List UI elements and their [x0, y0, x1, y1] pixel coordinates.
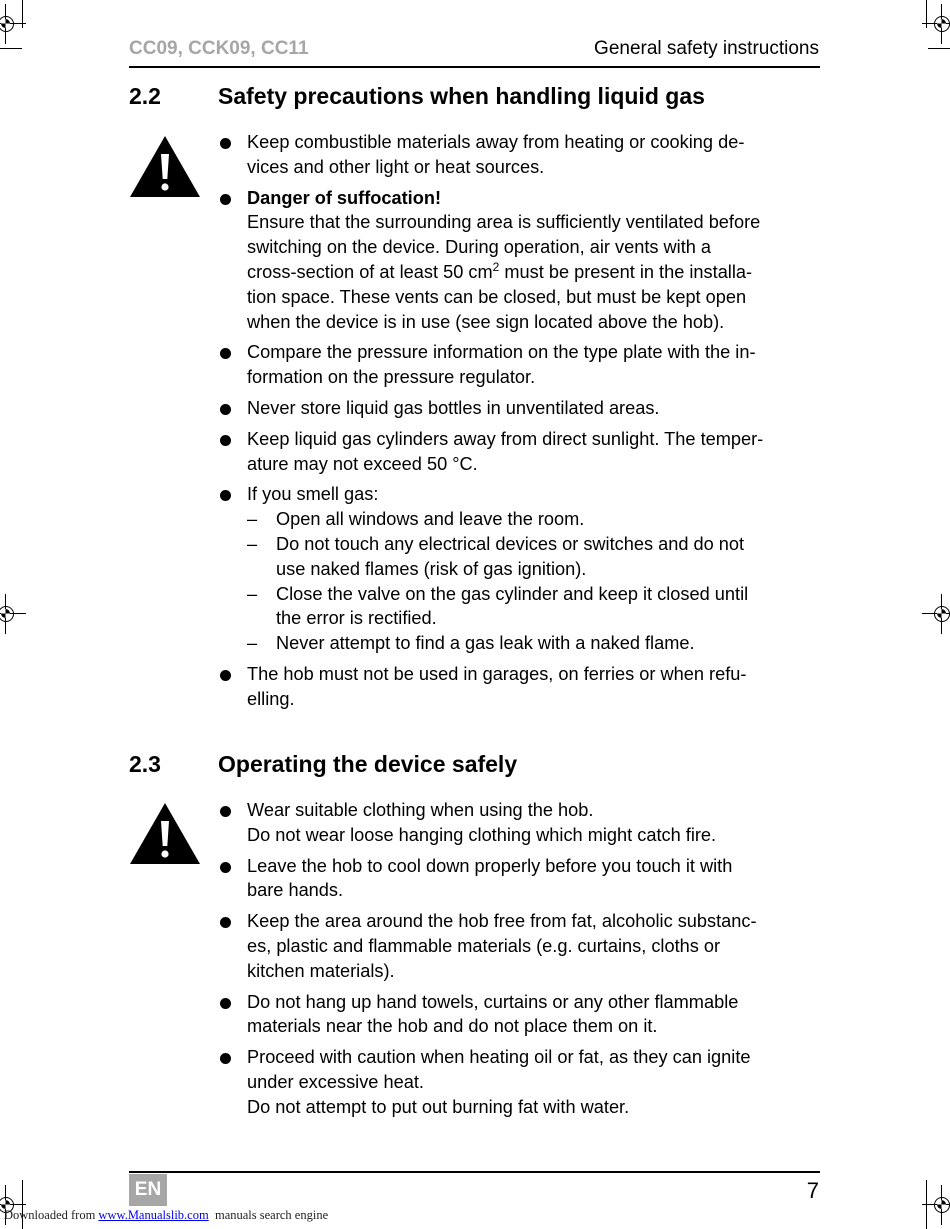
list-item-text: kitchen materials). — [247, 960, 395, 981]
text-fragment: cross-section of at least 50 cm — [247, 261, 493, 282]
sub-list-text: the error is rectified. — [276, 608, 437, 629]
list-item-text: Ensure that the surrounding area is sufficiently ventilated before — [247, 212, 761, 233]
footer-rule — [129, 1171, 820, 1173]
section-number: 2.2 — [129, 83, 161, 109]
bullet — [220, 670, 231, 681]
list-item — [218, 130, 823, 180]
registration-mark-middle-right — [930, 602, 950, 626]
list-item-text — [247, 260, 823, 285]
dash-marker: – — [247, 583, 258, 604]
superscript: 2 — [492, 259, 500, 274]
manualslib-link[interactable]: www.Manualslib.com — [98, 1208, 209, 1222]
language-badge: EN — [129, 1174, 167, 1206]
dash-marker: – — [247, 533, 258, 554]
trim-mark — [0, 48, 22, 49]
dash-marker: – — [247, 509, 258, 530]
list-item-text: tion space. These vents can be closed, but must be kept open — [247, 286, 747, 307]
download-prefix: Downloaded from — [4, 1208, 99, 1222]
list-item-text: The hob must not be used in garages, on ferries or when refu- — [247, 663, 747, 684]
registration-mark-middle-left — [0, 602, 18, 626]
bullet — [220, 862, 231, 873]
sub-list-item — [247, 532, 823, 582]
bullet — [220, 194, 231, 205]
sub-list-item — [247, 507, 823, 532]
registration-mark-top-left — [0, 12, 18, 36]
bullet — [220, 435, 231, 446]
list-item — [218, 662, 823, 712]
section-title: Safety precautions when handling liquid gas — [218, 83, 705, 109]
safety-list-liquid-gas — [218, 130, 823, 718]
warning-triangle-icon — [129, 134, 201, 198]
trim-mark — [926, 0, 927, 28]
list-item-text: elling. — [247, 688, 295, 709]
bullet — [220, 138, 231, 149]
list-item-text: materials near the hob and do not place them on it. — [247, 1016, 658, 1037]
list-item — [218, 798, 823, 848]
registration-mark-bottom-right — [930, 1193, 950, 1217]
sub-list-item — [247, 582, 823, 632]
list-item-text: Leave the hob to cool down properly before you touch it with — [247, 855, 733, 876]
list-item — [218, 427, 823, 477]
list-item — [218, 340, 823, 390]
sub-list-item — [247, 631, 823, 656]
list-item-text: under excessive heat. — [247, 1071, 424, 1092]
list-item-text: Do not wear loose hanging clothing which might catch fire. — [247, 824, 717, 845]
list-item — [218, 1045, 823, 1119]
sub-list-text: Close the valve on the gas cylinder and keep it closed until — [276, 583, 749, 604]
list-item-text: bare hands. — [247, 880, 344, 901]
list-item-text: vices and other light or heat sources. — [247, 156, 545, 177]
page-number: 7 — [806, 1178, 819, 1203]
sub-list-text: Open all windows and leave the room. — [276, 509, 585, 530]
download-suffix: manuals search engine — [208, 1208, 329, 1222]
bullet — [220, 998, 231, 1009]
list-item-text: Wear suitable clothing when using the hob. — [247, 800, 594, 820]
text-fragment: must be present in the installa- — [499, 261, 753, 282]
warning-triangle-icon — [129, 801, 201, 865]
dash-marker: – — [247, 633, 258, 654]
header-chapter-title: General safety instructions — [594, 38, 819, 59]
list-item-text: formation on the pressure regulator. — [247, 367, 536, 388]
list-item — [218, 909, 823, 983]
list-item-text: Proceed with caution when heating oil or fat, as they can ignite — [247, 1047, 751, 1068]
list-item-text: Never store liquid gas bottles in unventilated areas. — [247, 397, 660, 418]
list-item-text: If you smell gas: — [247, 484, 379, 505]
list-item-text: es, plastic and flammable materials (e.g. curtains, cloths or — [247, 935, 721, 956]
list-item — [218, 186, 823, 335]
sub-list — [247, 507, 823, 656]
list-item-text: switching on the device. During operation, air vents with a — [247, 237, 712, 258]
list-item-text: when the device is in use (see sign located above the hob). — [247, 311, 725, 332]
trim-mark — [22, 0, 23, 28]
list-item-text: ature may not exceed 50 °C. — [247, 453, 478, 474]
list-item-text: Do not hang up hand towels, curtains or any other flammable — [247, 991, 739, 1012]
list-item — [218, 396, 823, 421]
list-item-text: Compare the pressure information on the type plate with the in- — [247, 342, 756, 363]
sub-list-text: Never attempt to find a gas leak with a naked flame. — [276, 633, 695, 654]
danger-heading: Danger of suffocation! — [247, 187, 441, 208]
trim-mark — [926, 1180, 927, 1229]
list-item-text: Keep the area around the hob free from fat, alcoholic substanc- — [247, 911, 757, 932]
bullet — [220, 404, 231, 415]
sub-list-text: use naked flames (risk of gas ignition). — [276, 558, 587, 579]
list-item — [218, 854, 823, 904]
bullet — [220, 806, 231, 817]
list-item-text: Do not attempt to put out burning fat with water. — [247, 1096, 630, 1117]
list-item-text: Keep liquid gas cylinders away from direct sunlight. The temper- — [247, 428, 764, 449]
header-rule — [129, 66, 820, 68]
header-model-names: CC09, CCK09, CC11 — [129, 38, 309, 59]
section-title: Operating the device safely — [218, 751, 518, 777]
list-item — [218, 990, 823, 1040]
bullet — [220, 348, 231, 359]
list-item-text: Keep combustible materials away from heating or cooking de- — [247, 132, 745, 152]
download-notice — [4, 1208, 328, 1223]
safety-list-operating — [218, 798, 823, 1126]
bullet — [220, 490, 231, 501]
trim-mark — [928, 48, 950, 49]
sub-list-text: Do not touch any electrical devices or switches and do not — [276, 533, 745, 554]
registration-mark-top-right — [930, 12, 950, 36]
section-number: 2.3 — [129, 751, 161, 777]
bullet — [220, 917, 231, 928]
list-item — [218, 482, 823, 656]
bullet — [220, 1053, 231, 1064]
